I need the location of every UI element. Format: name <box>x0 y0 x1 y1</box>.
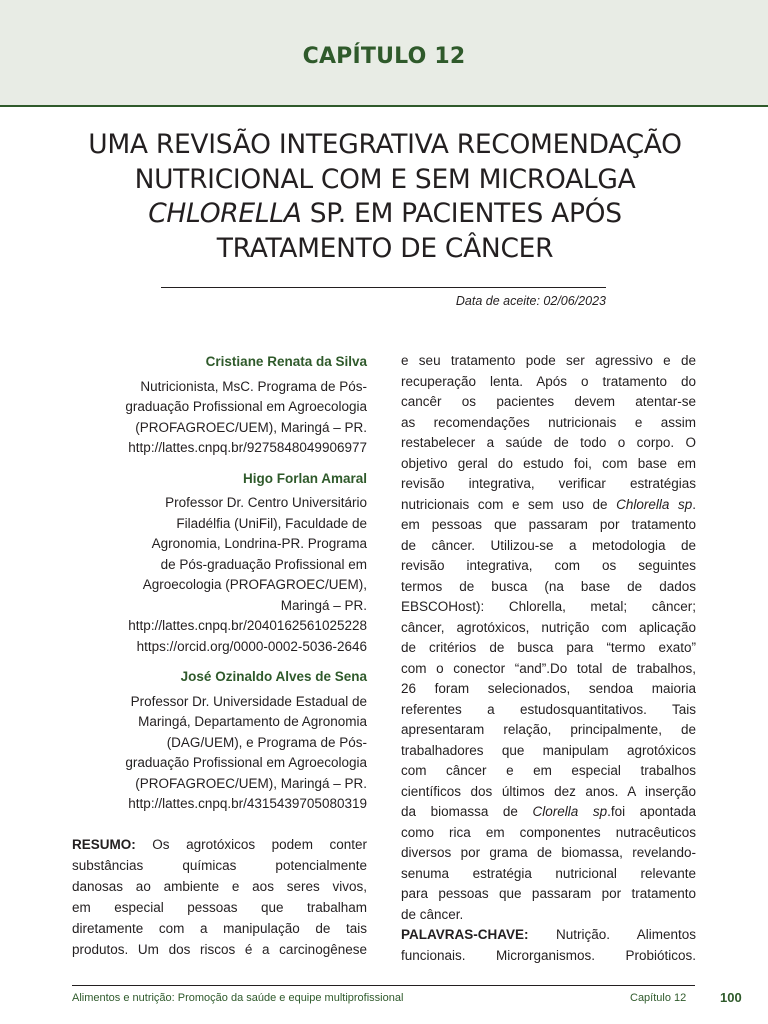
abstract-line: em especial pessoas que trabalham <box>72 900 367 915</box>
abstract-line: trabalhadores que manipulam agrotóxicos <box>401 742 696 758</box>
author-name: Higo Forlan Amaral <box>242 470 367 486</box>
author-lattes-link[interactable]: http://lattes.cnpq.br/2040162561025228 <box>128 618 367 633</box>
species-name-italic: Chlorella sp <box>616 496 693 512</box>
abstract-text: . <box>692 496 696 512</box>
abstract-continuation <box>401 351 696 966</box>
abstract-line: recuperação lenta. Após o tratamento do <box>401 373 696 389</box>
author-affiliation-line: Professor Dr. Centro Universitário <box>165 495 367 510</box>
abstract-start <box>72 834 367 960</box>
abstract-line: de critérios de busca para “termo exato” <box>401 640 696 655</box>
footer-divider <box>72 985 695 986</box>
title-line: UMA REVISÃO INTEGRATIVA RECOMENDAÇÃO <box>88 129 682 160</box>
acceptance-date: Data de aceite: 02/06/2023 <box>455 294 606 308</box>
author-affiliation-line: Nutricionista, MsC. Programa de Pós- <box>140 378 367 394</box>
abstract-line: para pessoas que passaram por tratamento <box>401 886 696 901</box>
abstract-line: de câncer. Utilizou-se a metodologia de <box>401 537 696 553</box>
abstract-line <box>72 834 367 855</box>
abstract-line: as recomendações nutricionais e assim <box>401 414 696 430</box>
abstract-line: substâncias químicas potencialmente <box>72 858 367 873</box>
abstract-label: RESUMO: <box>72 837 136 852</box>
author-affiliation-line: Maringá, Departamento de Agronomia <box>138 714 367 729</box>
author-affiliation-line: graduação Profissional em Agroecologia <box>125 399 367 414</box>
abstract-line: revisão integrativa, com os seguintes <box>401 558 696 573</box>
author-lattes-link[interactable]: http://lattes.cnpq.br/4315439705080319 <box>128 796 367 811</box>
abstract-text: nutricionais com e sem uso de <box>401 496 617 512</box>
abstract-line: referentes a estudosquantitativos. Tais <box>401 701 696 717</box>
abstract-text: da biomassa de <box>401 804 533 819</box>
author-block <box>72 667 367 815</box>
keywords-label: PALAVRAS-CHAVE: <box>401 927 529 942</box>
abstract-line <box>401 495 696 516</box>
abstract-line: senuma estratégia nutricional relevante <box>401 865 696 881</box>
abstract-line: e seu tratamento pode ser agressivo e de <box>401 353 696 368</box>
author-affiliation-line: (PROFAGROEC/UEM), Maringá – PR. <box>135 775 367 791</box>
abstract-line: com o conector “and”.Do total de trabalhos, <box>401 660 696 676</box>
authors-column <box>72 352 367 825</box>
abstract-line: diretamente com a manipulação de tais <box>72 921 367 936</box>
abstract-line: em pessoas que passaram por tratamento <box>401 517 696 532</box>
title-line <box>40 197 730 232</box>
abstract-line: danosas ao ambiente e aos seres vivos, <box>72 879 367 894</box>
author-affiliation-line: Agroecologia (PROFAGROEC/UEM), <box>142 577 367 592</box>
keywords-line: funcionais. Microrganismos. Probióticos. <box>401 947 696 963</box>
article-title <box>40 128 730 266</box>
abstract-line: apresentaram relação, principalmente, de <box>401 722 696 737</box>
author-affiliation-line: (DAG/UEM), e Programa de Pós- <box>166 734 367 750</box>
abstract-line: cancêr os pacientes devem atentar-se <box>401 394 696 409</box>
abstract-line: câncer, agrotóxicos, nutrição com aplicação <box>401 619 696 635</box>
abstract-line <box>401 802 696 823</box>
chapter-heading: CAPÍTULO 12 <box>302 44 466 69</box>
abstract-line: científicos dos últimos dez anos. A inserção <box>401 783 696 799</box>
author-affiliation-line: Agronomia, Londrina-PR. Programa <box>151 536 367 551</box>
abstract-line: com câncer e em especial trabalhos <box>401 763 696 778</box>
author-affiliation-line: Maringá – PR. <box>280 597 367 613</box>
abstract-line: EBSCOHost): Chlorella, metal; câncer; <box>401 599 696 614</box>
abstract-text: .foi apontada <box>607 804 696 819</box>
abstract-line: objetivo geral do estudo foi, com base em <box>401 455 696 471</box>
author-orcid-link[interactable]: https://orcid.org/0000-0002-5036-2646 <box>136 638 367 654</box>
author-name: Cristiane Renata da Silva <box>205 354 367 369</box>
footer-chapter: Capítulo 12 <box>630 992 687 1004</box>
species-name-italic: Clorella sp <box>532 804 608 819</box>
abstract-line: produtos. Um dos riscos é a carcinogênese <box>72 942 367 957</box>
abstract-line: 26 foram selecionados, sendoa maioria <box>401 681 696 696</box>
title-divider <box>161 287 606 288</box>
abstract-line: diversos por grama de biomassa, revelando- <box>401 845 696 860</box>
title-line: TRATAMENTO DE CÂNCER <box>216 232 554 264</box>
abstract-line: revisão integrativa, verificar estratégias <box>401 476 696 491</box>
author-affiliation-line: Filadélfia (UniFil), Faculdade de <box>176 515 367 531</box>
author-block <box>72 352 367 459</box>
abstract-line: de câncer. <box>401 906 464 922</box>
keywords-line <box>401 925 696 946</box>
author-affiliation-line: de Pós-graduação Profissional em <box>160 556 367 572</box>
author-lattes-link[interactable]: http://lattes.cnpq.br/9275848049906977 <box>128 440 367 455</box>
author-block <box>72 469 367 658</box>
author-affiliation-line: Professor Dr. Universidade Estadual de <box>130 693 367 709</box>
author-name: José Ozinaldo Alves de Sena <box>180 669 367 684</box>
keywords-text: Nutrição. Alimentos <box>528 927 696 942</box>
page-number: 100 <box>720 990 742 1005</box>
title-italic-genus: CHLORELLA <box>148 198 302 229</box>
author-affiliation-line: (PROFAGROEC/UEM), Maringá – PR. <box>135 419 367 435</box>
abstract-line: termos de busca (na base de dados <box>401 578 696 594</box>
author-affiliation-line: graduação Profissional em Agroecologia <box>125 755 367 770</box>
abstract-line: como rica em componentes nutracêuticos <box>401 824 696 840</box>
abstract-line: restabelecer a saúde de todo o corpo. O <box>401 435 696 450</box>
title-line-rest: SP. EM PACIENTES APÓS <box>301 198 622 229</box>
footer-book-title: Alimentos e nutrição: Promoção da saúde e equipe multiprofissional <box>72 992 404 1004</box>
abstract-first-line: Os agrotóxicos podem conter <box>135 837 367 852</box>
title-line: NUTRICIONAL COM E SEM MICROALGA <box>134 163 636 195</box>
